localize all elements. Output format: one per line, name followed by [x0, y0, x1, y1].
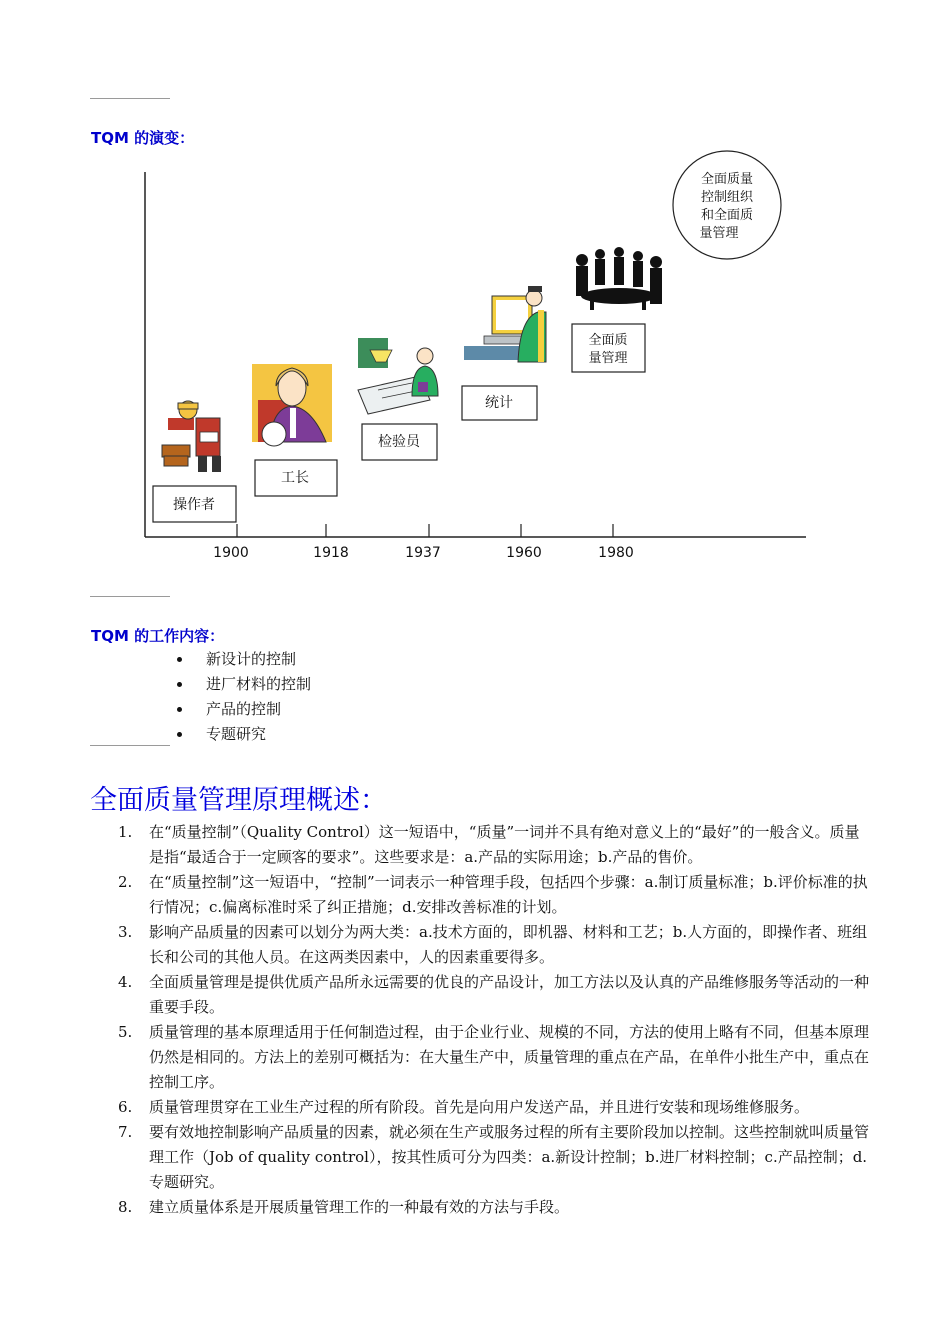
tqm-evolution-figure: [130, 150, 820, 570]
item-text: 影响产品质量的因素可以划分为两大类：a.技术方面的，即机器、材料和工艺；b.人方面的，即操作者、班组长和公司的其他人员。在这两类因素中，人的因素重要得多。: [149, 923, 868, 966]
circle-label: 控制组织: [700, 190, 754, 205]
divider-line: [90, 596, 170, 597]
list-item: [118, 1120, 873, 1195]
bullet-dot-icon: [177, 657, 182, 662]
list-item: [118, 920, 873, 970]
item-text: 质量管理贯穿在工业生产过程的所有阶段。首先是向用户发送产品，并且进行安装和现场维修服务。: [149, 1098, 810, 1116]
list-item-text: 专题研究: [206, 725, 267, 743]
tqm-principles-title: 全面质量管理原理概述：: [90, 785, 387, 816]
year-label: 1937: [405, 545, 441, 561]
item-number: 3.: [118, 923, 133, 941]
worker-icon: [160, 401, 232, 472]
item-number: 7.: [118, 1123, 133, 1141]
bullet-dot-icon: [177, 682, 182, 687]
list-item-text: 产品的控制: [206, 700, 282, 718]
item-number: 5.: [118, 1023, 133, 1041]
year-label: 1980: [598, 545, 634, 561]
list-item: [175, 672, 311, 697]
item-number: 1.: [118, 823, 133, 841]
list-item: [118, 1095, 873, 1120]
item-number: 6.: [118, 1098, 133, 1116]
stage-label: 统计: [485, 395, 513, 411]
list-item: [175, 722, 311, 747]
item-number: 8.: [118, 1198, 133, 1216]
list-item: [118, 1195, 873, 1220]
list-item: [118, 970, 873, 1020]
inspector-icon: [358, 338, 438, 414]
item-number: 4.: [118, 973, 133, 991]
stage-label: 检验员: [378, 434, 420, 450]
item-number: 2.: [118, 873, 133, 891]
stage-label: 量管理: [588, 351, 628, 366]
work-content-list: [175, 647, 311, 747]
stage-label: 操作者: [173, 497, 215, 513]
item-text: 全面质量管理是提供优质产品所永远需要的优良的产品设计，加工方法以及认真的产品维修服务等活动的一种重要手段。: [149, 973, 870, 1016]
circle-label: 全面质量: [700, 172, 754, 187]
list-item: [118, 1020, 873, 1095]
year-label: 1918: [313, 545, 349, 561]
stage-label: 工长: [281, 470, 309, 486]
divider-line: [90, 98, 170, 99]
statistician-icon: [464, 286, 546, 362]
year-label: 1900: [213, 545, 249, 561]
circle-label: 和全面质: [700, 208, 754, 223]
tqm-organization-circle: [673, 151, 781, 259]
principles-list: [118, 820, 873, 1220]
list-item: [175, 697, 311, 722]
meeting-icon: [575, 247, 663, 310]
list-item: [118, 820, 873, 870]
stage-label: 全面质: [588, 333, 628, 348]
list-item: [175, 647, 311, 672]
foreman-icon: [252, 364, 332, 446]
tqm-evolution-heading: TQM 的演变：: [91, 129, 195, 147]
tqm-work-content-heading: TQM 的工作内容：: [91, 627, 225, 645]
list-item-text: 进厂材料的控制: [206, 675, 312, 693]
item-text: 要有效地控制影响产品质量的因素，就必须在生产或服务过程的所有主要阶段加以控制。这些控制就叫质量管理工作（Job of quality control），按其性质可分为四类：a.新设计控制；b.进厂材料控制；c.产品控制；d.专题研究。: [149, 1123, 870, 1191]
list-item-text: 新设计的控制: [206, 650, 297, 668]
bullet-dot-icon: [177, 707, 182, 712]
year-label: 1960: [506, 545, 542, 561]
item-text: 建立质量体系是开展质量管理工作的一种最有效的方法与手段。: [149, 1198, 570, 1216]
item-text: 在“质量控制”这一短语中，“控制”一词表示一种管理手段，包括四个步骤：a.制订质量标准；b.评价标准的执行情况；c.偏离标准时采了纠正措施；d.安排改善标准的计划。: [149, 873, 868, 916]
bullet-dot-icon: [177, 732, 182, 737]
circle-label: 量管理: [699, 226, 739, 241]
divider-line: [90, 745, 170, 746]
item-text: 质量管理的基本原理适用于任何制造过程，由于企业行业、规模的不同，方法的使用上略有不同，但基本原理仍然是相同的。方法上的差别可概括为：在大量生产中，质量管理的重点在产品，在单件小批生产中，重点在控制工序。: [149, 1023, 870, 1091]
list-item: [118, 870, 873, 920]
item-text: 在“质量控制”（Quality Control）这一短语中，“质量”一词并不具有绝对意义上的“最好”的一般含义。质量是指“最适合于一定顾客的要求”。这些要求是：a.产品的实际用途；b.产品的售价。: [149, 823, 860, 866]
